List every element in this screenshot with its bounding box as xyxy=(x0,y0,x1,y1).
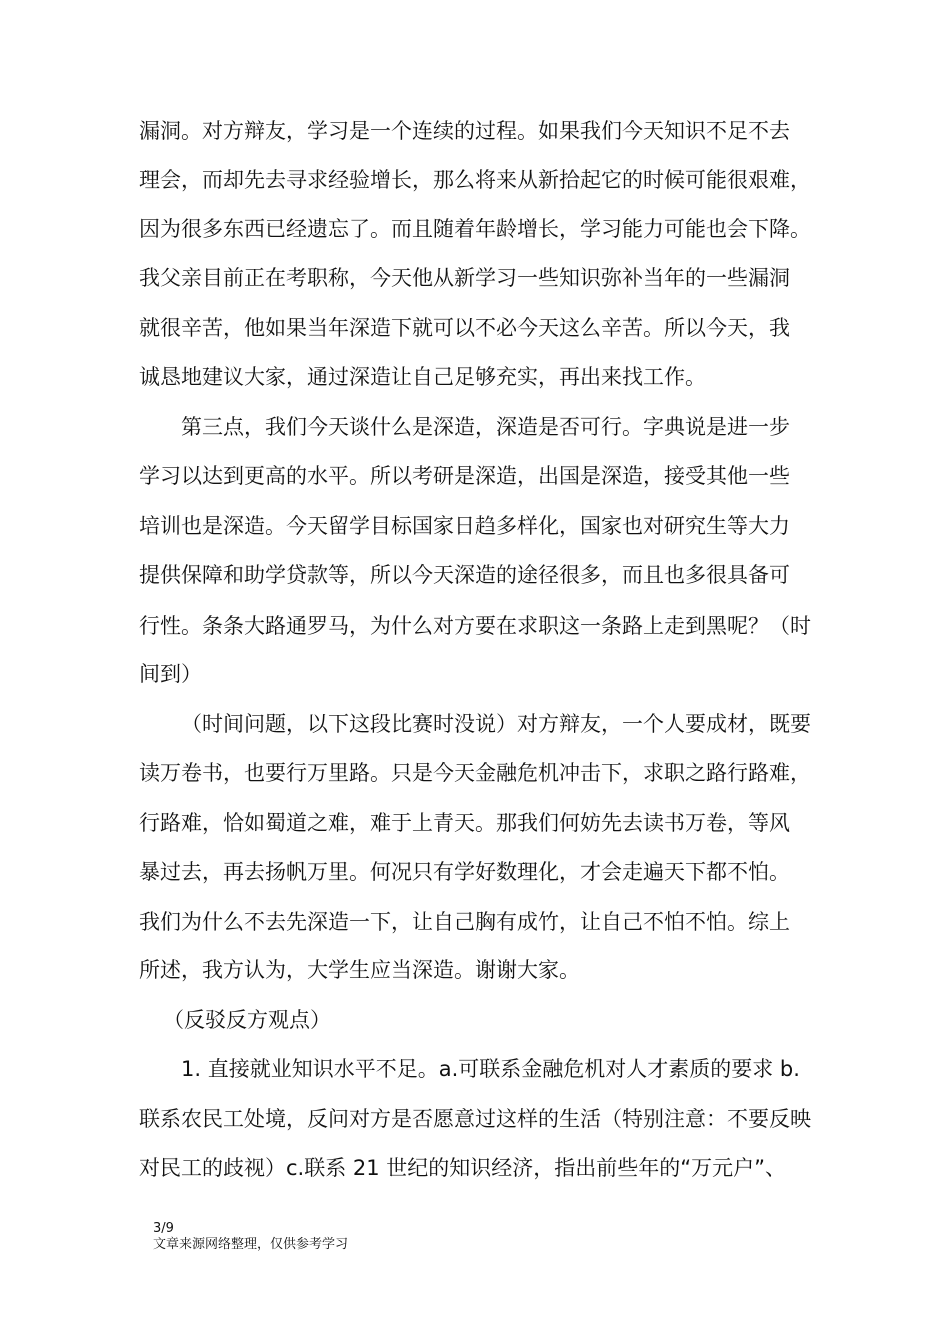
text-line: （时间问题，以下这段比赛时没说）对方辩友，一个人要成材，既要 xyxy=(181,712,811,736)
page-number: 3/9 xyxy=(153,1221,174,1236)
text-line: 读万卷书，也要行万里路。只是今天金融危机冲击下，求职之路行路难， xyxy=(139,761,811,785)
text-line: 就很辛苦，他如果当年深造下就可以不必今天这么辛苦。所以今天，我 xyxy=(139,316,790,340)
text-line: 理会，而却先去寻求经验增长，那么将来从新拾起它的时候可能很艰难， xyxy=(139,168,811,192)
text-line: 行性。条条大路通罗马，为什么对方要在求职这一条路上走到黑呢？（时 xyxy=(139,614,811,638)
text-line: 我们为什么不去先深造一下，让自己胸有成竹，让自己不怕不怕。综上 xyxy=(139,910,790,934)
text-line: 行路难，恰如蜀道之难，难于上青天。那我们何妨先去读书万卷，等风 xyxy=(139,811,790,835)
source-note: 文章来源网络整理，仅供参考学习 xyxy=(153,1237,349,1252)
text-line: 所述，我方认为，大学生应当深造。谢谢大家。 xyxy=(139,958,580,982)
text-line: 因为很多东西已经遗忘了。而且随着年龄增长，学习能力可能也会下降。 xyxy=(139,217,811,241)
text-line: 第三点，我们今天谈什么是深造，深造是否可行。字典说是进一步 xyxy=(181,415,790,439)
text-line: 联系农民工处境，反问对方是否愿意过这样的生活（特别注意：不要反映 xyxy=(139,1107,811,1131)
text-line: 学习以达到更高的水平。所以考研是深造，出国是深造，接受其他一些 xyxy=(139,464,790,488)
text-line: 诚恳地建议大家，通过深造让自己足够充实，再出来找工作。 xyxy=(139,365,706,389)
text-line: 提供保障和助学贷款等，所以今天深造的途径很多，而且也多很具备可 xyxy=(139,563,790,587)
text-line: 暴过去，再去扬帆万里。何况只有学好数理化，才会走遍天下都不怕。 xyxy=(139,860,790,884)
text-line: 培训也是深造。今天留学目标国家日趋多样化，国家也对研究生等大力 xyxy=(139,514,790,538)
text-line: 1. 直接就业知识水平不足。a.可联系金融危机对人才素质的要求 b. xyxy=(181,1057,800,1081)
text-line: 我父亲目前正在考职称，今天他从新学习一些知识弥补当年的一些漏洞 xyxy=(139,266,790,290)
text-line: （反驳反方观点） xyxy=(163,1008,331,1032)
text-line: 漏洞。对方辩友，学习是一个连续的过程。如果我们今天知识不足不去 xyxy=(139,119,790,143)
text-line: 对民工的歧视）c.联系 21 世纪的知识经济，指出前些年的“万元户”、 xyxy=(139,1156,787,1180)
text-line: 间到） xyxy=(139,662,202,686)
